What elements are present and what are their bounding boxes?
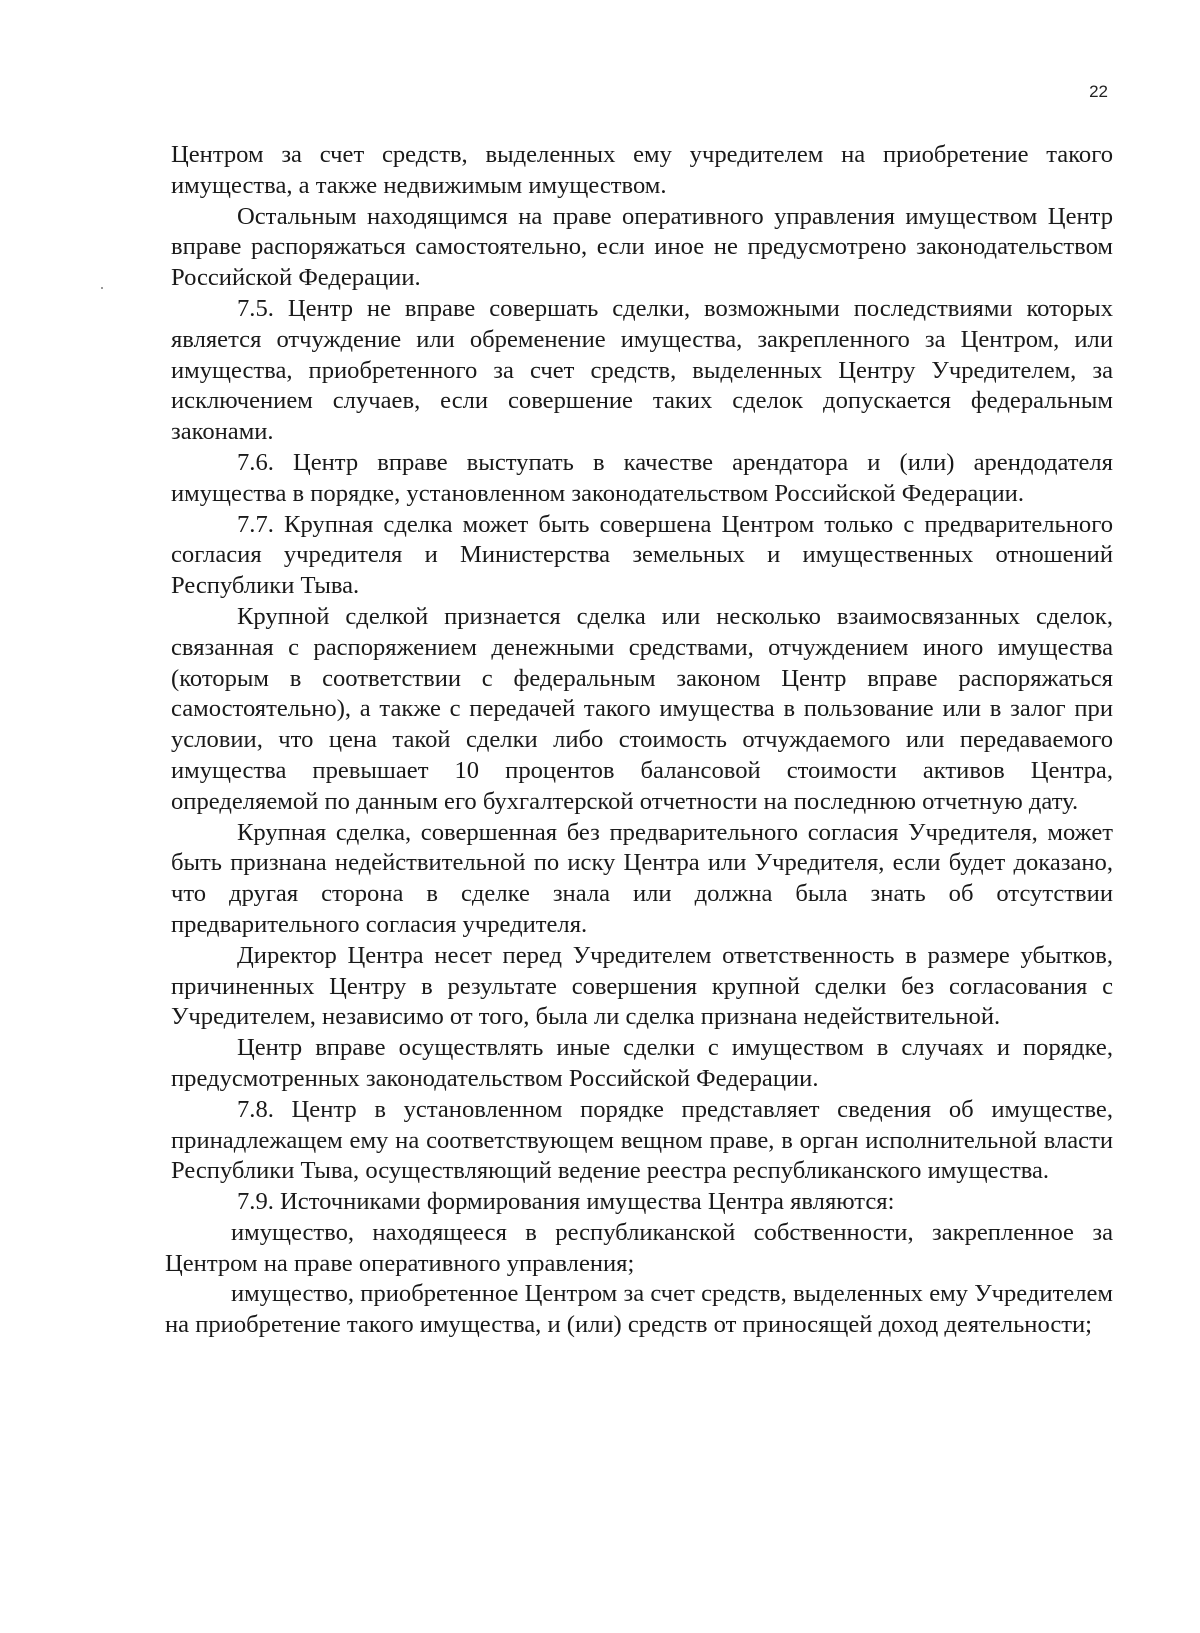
paragraph-7-9: 7.9. Источниками формирования имущества Центра являются: [237,1188,895,1216]
paragraph-7-7: 7.7. Крупная сделка может быть совершена Центром только с предварительного согласия учредителя и Министерства земельных и имущественных отношений Республики Тыва. [171,510,1113,600]
paragraph-other-deals: Центр вправе осуществлять иные сделки с имуществом в случаях и порядке, предусмотренных законодательством Российской Федерации. [171,1034,1113,1092]
paragraph-source-republican-property: имущество, находящееся в республиканской собственности, закрепленное за Центром на праве оперативного управления; [165,1218,1113,1277]
page-number: 22 [1089,82,1108,101]
paragraph-major-deal-definition: Крупной сделкой признается сделка или несколько взаимосвязанных сделок, связанная с распоряжением денежными средствами, отчуждением иного имущества (которым в соответствии с федеральным законом Центр вправе распоряжаться самостоятельно), а также с передачей такого имущества в пользование или в залог при условии, что цена такой сделки либо стоимость отчуждаемого или передаваемого имущества превышает 10 процентов балансовой стоимости активов Центра, определяемой по данным его бухгалтерской отчетности на последнюю отчетную дату. [171,602,1113,815]
paragraph-remaining-property: Остальным находящимся на праве оперативного управления имуществом Центр вправе распоряжаться самостоятельно, если иное не предусмотрено законодательством Российской Федерации. [171,202,1113,292]
paragraph-7-8: 7.8. Центр в установленном порядке представляет сведения об имуществе, принадлежащем ему на соответствующем вещном праве, в орган исполнительной власти Республики Тыва, осуществляющий ведение реестра республиканского имущества. [171,1095,1113,1185]
scan-speck [101,287,103,289]
paragraph-major-deal-invalid: Крупная сделка, совершенная без предварительного согласия Учредителя, может быть признана недействительной по иску Центра или Учредителя, если будет доказано, что другая сторона в сделке знала или должна была знать об отсутствии предварительного согласия учредителя. [171,818,1113,938]
paragraph-source-acquired-property: имущество, приобретенное Центром за счет средств, выделенных ему Учредителем на приобретение такого имущества, и (или) средств от приносящей доход деятельности; [165,1280,1113,1339]
paragraph-continuation: Центром за счет средств, выделенных ему учредителем на приобретение такого имущества, а также недвижимым имуществом. [171,141,1113,199]
paragraph-7-5: 7.5. Центр не вправе совершать сделки, возможными последствиями которых является отчуждение или обременение имущества, закрепленного за Центром, или имущества, приобретенного за счет средств, выделенных Центру Учредителем, за исключением случаев, если совершение таких сделок допускается федеральным законами. [171,294,1113,446]
paragraph-director-liability: Директор Центра несет перед Учредителем ответственность в размере убытков, причиненных Центру в результате совершения крупной сделки без согласования с Учредителем, независимо от того, была ли сделка признана недействительной. [171,941,1113,1031]
document-body [165,140,1113,1341]
paragraph-7-6: 7.6. Центр вправе выступать в качестве арендатора и (или) арендодателя имущества в порядке, установленном законодательством Российской Федерации. [171,448,1113,507]
